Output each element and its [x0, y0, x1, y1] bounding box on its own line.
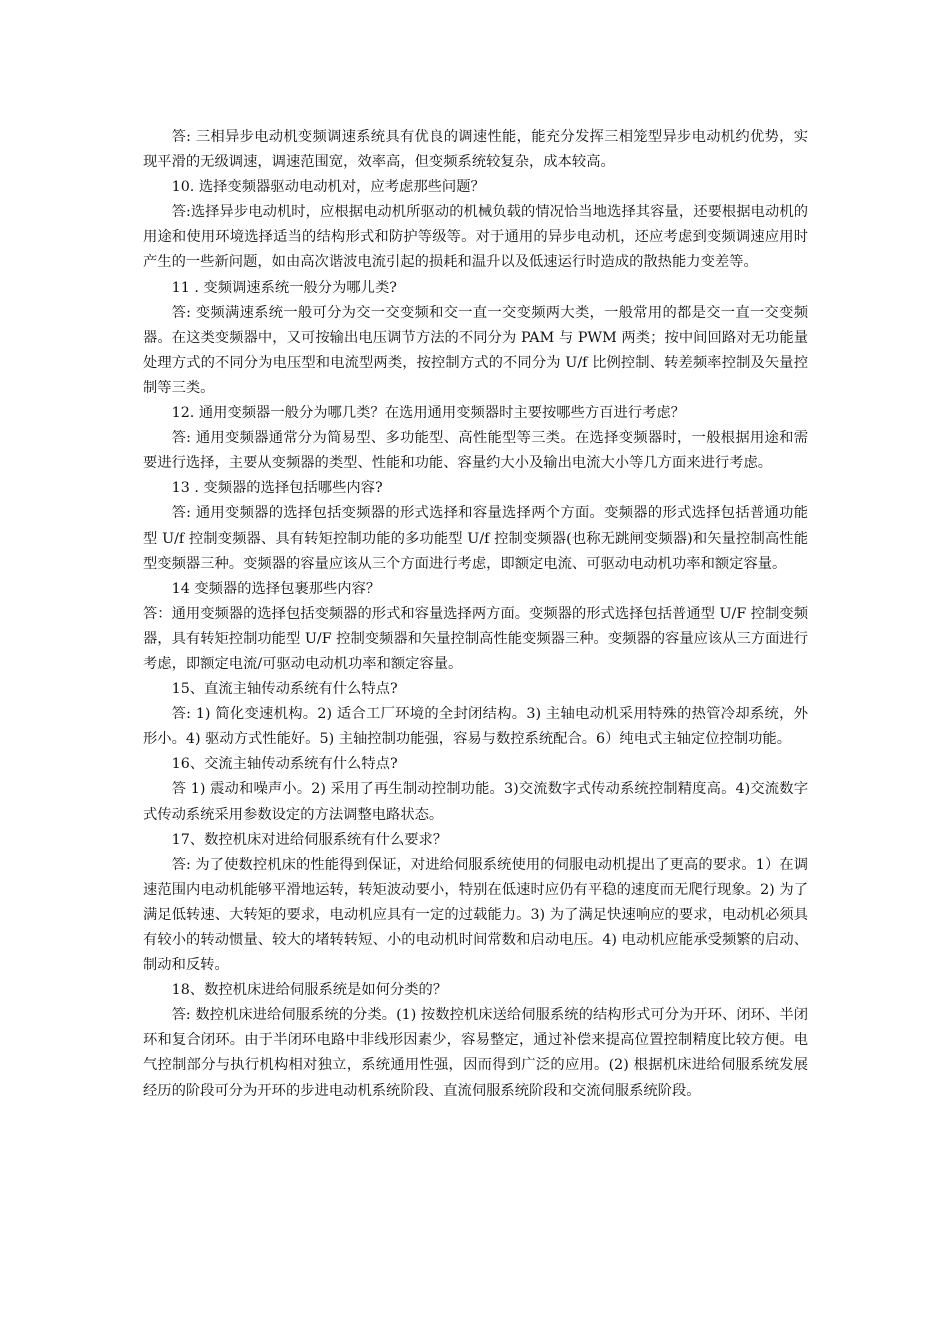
question-heading: 15、直流主轴传动系统有什么特点? — [171, 681, 398, 698]
answer-paragraph: 答: 变频满速系统一般可分为交一交变频和交一直一交变频两大类，一般常用的都是交一直一交变频器。在这类变频器中，又可按输出电压调节方法的不同分为 PAM 与 PWM 两类；按中间回路对无功能量处理方式的不同分为电压型和电流型两类，按控制方式的不同分为 U/f 比例控制、转差频率控制及矢量控制等三类。 — [143, 304, 808, 396]
question-heading: 11 . 变频调速系统一般分为哪儿类? — [171, 279, 397, 296]
question-heading: 16、交流主轴传动系统有什么特点? — [171, 756, 398, 773]
question-heading: 13 . 变频器的选择包括哪些内容? — [171, 480, 383, 497]
question-heading: 12. 通用变频器一般分为哪几类？在选用通用变频器时主要按哪些方百进行考虑？ — [171, 405, 685, 422]
question-heading: 14 变频器的选择包裹那些内容？ — [171, 580, 381, 597]
answer-paragraph: 答: 三相异步电动机变频调速系统具有优良的调速性能，能充分发挥三相笼型异步电动机约优势，实现平滑的无级调速，调速范围宽，效率高，但变频系统较复杂，成本较高。 — [143, 129, 808, 171]
document-page — [143, 125, 808, 1104]
answer-paragraph: 答: 数控机床进给伺服系统的分类。(1) 按数控机床送给伺服系统的结构形式可分为开环、闭环、半闭环和复合闭环。由于半闭环电路中非线形因素少，容易整定，通过补偿来提高位置控制精度比较方便。电气控制部分与执行机构相对独立，系统通用性强，因而得到广泛的应用。(2) 根据机床进给伺服系统发展经历的阶段可分为开环的步进电动机系统阶段、直流伺服系统阶段和交流伺服系统阶段。 — [143, 1007, 808, 1099]
answer-paragraph: 答:选择异步电动机时，应根据电动机所驱动的机械负载的情况恰当地选择其容量，还要根据电动机的用途和使用环境选择适当的结构形式和防护等级等。对于通用的异步电动机，还应考虑到变频调速应用时产生的一些新问题，如由高次谐波电流引起的损耗和温升以及低速运行时造成的散热能力变差等。 — [143, 204, 808, 271]
answer-paragraph: 答 1) 震动和噪声小。2) 采用了再生制动控制功能。3)交流数字式传动系统控制精度高。4)交流数字式传动系统采用参数设定的方法调整电路状态。 — [143, 781, 808, 823]
answer-paragraph: 答: 1) 简化变速机构。2) 适合工厂环境的全封闭结构。3) 主轴电动机采用特殊的热管冷却系统，外形小。4) 驱动方式性能好。5) 主轴控制功能强，容易与数控系统配合。6）纯电式主轴定位控制功能。 — [143, 706, 808, 748]
question-heading: 18、数控机床进给伺服系统是如何分类的？ — [171, 982, 448, 999]
answer-paragraph: 答: 通用变频器的选择包括变频器的形式选择和容量选择两个方面。变频器的形式选择包括普通功能型 U/f 控制变频器、具有转矩控制功能的多功能型 U/f 控制变频器(也称无跳闸变频器)和矢量控制高性能型变频器三种。变频器的容量应该从三个方面进行考虑，即额定电流、可驱动电动机功率和额定容量。 — [143, 505, 808, 572]
question-heading: 10. 选择变频器驱动电动机对，应考虑那些问题？ — [171, 179, 485, 196]
answer-paragraph: 答: 通用变频器通常分为简易型、多功能型、高性能型等三类。在选择变频器时，一般根据用途和需要进行选择，主要从变频器的类型、性能和功能、容量约大小及输出电流大小等几方面来进行考虑。 — [143, 430, 808, 472]
answer-paragraph: 答: 为了使数控机床的性能得到保证，对进给伺服系统使用的伺服电动机提出了更高的要求。1）在调速范围内电动机能够平滑地运转，转矩波动要小，特别在低速时应仍有平稳的速度而无爬行现象。2) 为了满足低转速、大转矩的要求，电动机应具有一定的过载能力。3) 为了满足快速响应的要求，电动机必须具有较小的转动惯量、较大的堵转转短、小的电动机时间常数和启动电压。4) 电动机应能承受频繁的启动、制动和反转。 — [143, 856, 808, 974]
question-heading: 17、数控机床对进给伺服系统有什么要求？ — [171, 831, 448, 848]
answer-paragraph: 答：通用变频器的选择包括变频器的形式和容量选择两方面。变频器的形式选择包括普通型 U/F 控制变频器，具有转矩控制功能型 U/F 控制变频器和矢量控制高性能变频器三种。变频器的容量应该从三方面进行考虑，即额定电流/可驱动电动机功率和额定容量。 — [143, 605, 808, 672]
